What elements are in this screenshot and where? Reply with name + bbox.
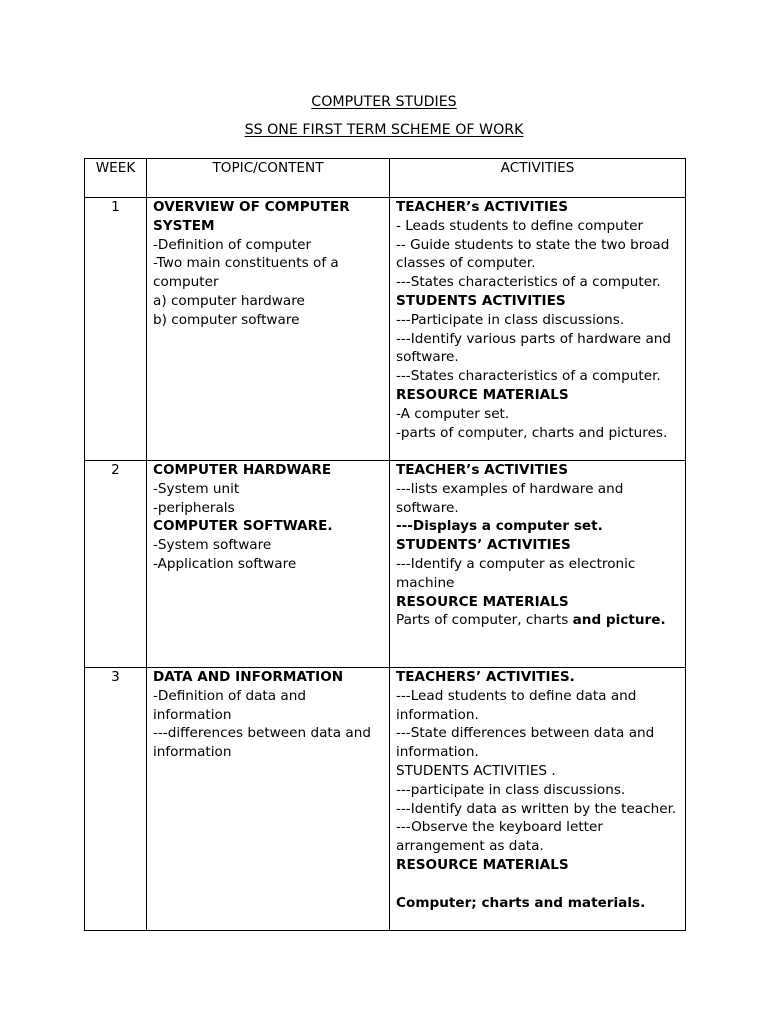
resource-materials-heading: RESOURCE MATERIALS	[396, 593, 569, 610]
activities-cell	[390, 198, 686, 461]
topic-heading: OVERVIEW OF COMPUTER SYSTEM	[153, 199, 350, 234]
topic-line: b) computer software	[153, 311, 300, 328]
topic-line: -System unit	[153, 480, 240, 497]
activity-line: ---Identify various parts of hardware and software.	[396, 330, 672, 366]
topic-heading: DATA AND INFORMATION	[153, 669, 344, 685]
topic-cell	[147, 198, 390, 461]
topic-column-header: TOPIC/CONTENT	[147, 159, 390, 198]
resource-text-bold: and picture.	[572, 612, 666, 629]
students-activities-heading: STUDENTS’ ACTIVITIES	[396, 537, 571, 554]
document-subtitle: SS ONE FIRST TERM SCHEME OF WORK	[244, 122, 524, 138]
resource-materials-heading: RESOURCE MATERIALS	[396, 386, 569, 403]
teacher-activities-heading: TEACHER’s ACTIVITIES	[396, 462, 568, 478]
resource-text: Parts of computer, charts	[396, 612, 573, 629]
spacer	[396, 875, 679, 894]
topic-line: -Definition of data and information	[153, 687, 306, 723]
week-cell: 3	[85, 668, 147, 931]
activities-cell	[390, 461, 686, 668]
activity-line: ---Identify a computer as electronic machine	[396, 555, 636, 591]
topic-line: -peripherals	[153, 499, 235, 516]
teacher-activities-heading: TEACHER’s ACTIVITIES	[396, 199, 568, 215]
resource-materials-heading: RESOURCE MATERIALS	[396, 856, 569, 873]
activity-line: ---State differences between data and information.	[396, 725, 655, 761]
table-row	[85, 198, 686, 461]
topic-heading: COMPUTER SOFTWARE.	[153, 518, 333, 535]
activity-line: - Leads students to define computer	[396, 217, 644, 234]
table-row	[85, 668, 686, 931]
resource-line: -parts of computer, charts and pictures.	[396, 424, 668, 441]
topic-line: ---differences between data and information	[153, 725, 371, 761]
topic-line: a) computer hardware	[153, 292, 305, 309]
week-cell: 1	[85, 198, 147, 461]
resource-line: -A computer set.	[396, 405, 510, 422]
resource-line	[396, 611, 679, 630]
topic-heading: COMPUTER HARDWARE	[153, 462, 332, 478]
table-header-row	[85, 159, 686, 198]
scheme-of-work-table	[84, 158, 686, 931]
topic-cell	[147, 461, 390, 668]
activity-line: ---States characteristics of a computer.	[396, 368, 661, 385]
topic-line: -Two main constituents of a computer	[153, 255, 339, 291]
topic-line: -Application software	[153, 555, 297, 572]
activity-line: ---Lead students to define data and information.	[396, 687, 637, 723]
activity-line: ---States characteristics of a computer.	[396, 274, 661, 291]
document-title: COMPUTER STUDIES	[311, 94, 457, 110]
activity-line: ---Displays a computer set.	[396, 518, 603, 535]
teacher-activities-heading: TEACHERS’ ACTIVITIES.	[396, 669, 575, 685]
resource-line: Computer; charts and materials.	[396, 894, 646, 911]
students-activities-heading: STUDENTS ACTIVITIES	[396, 292, 566, 309]
activity-line: ---lists examples of hardware and software.	[396, 480, 624, 516]
table-row	[85, 461, 686, 668]
topic-line: -Definition of computer	[153, 236, 312, 253]
week-cell: 2	[85, 461, 147, 668]
activity-line: ---participate in class discussions.	[396, 781, 626, 798]
week-column-header: WEEK	[85, 159, 147, 198]
topic-cell	[147, 668, 390, 931]
activities-cell	[390, 668, 686, 931]
activity-line: -- Guide students to state the two broad classes of computer.	[396, 236, 670, 272]
students-activities-heading: STUDENTS ACTIVITIES .	[396, 762, 556, 779]
activity-line: ---Observe the keyboard letter arrangement as data.	[396, 819, 603, 855]
activity-line: ---Participate in class discussions.	[396, 311, 625, 328]
topic-line: -System software	[153, 537, 272, 554]
activities-column-header: ACTIVITIES	[390, 159, 686, 198]
activity-line: ---Identify data as written by the teacher.	[396, 800, 677, 817]
